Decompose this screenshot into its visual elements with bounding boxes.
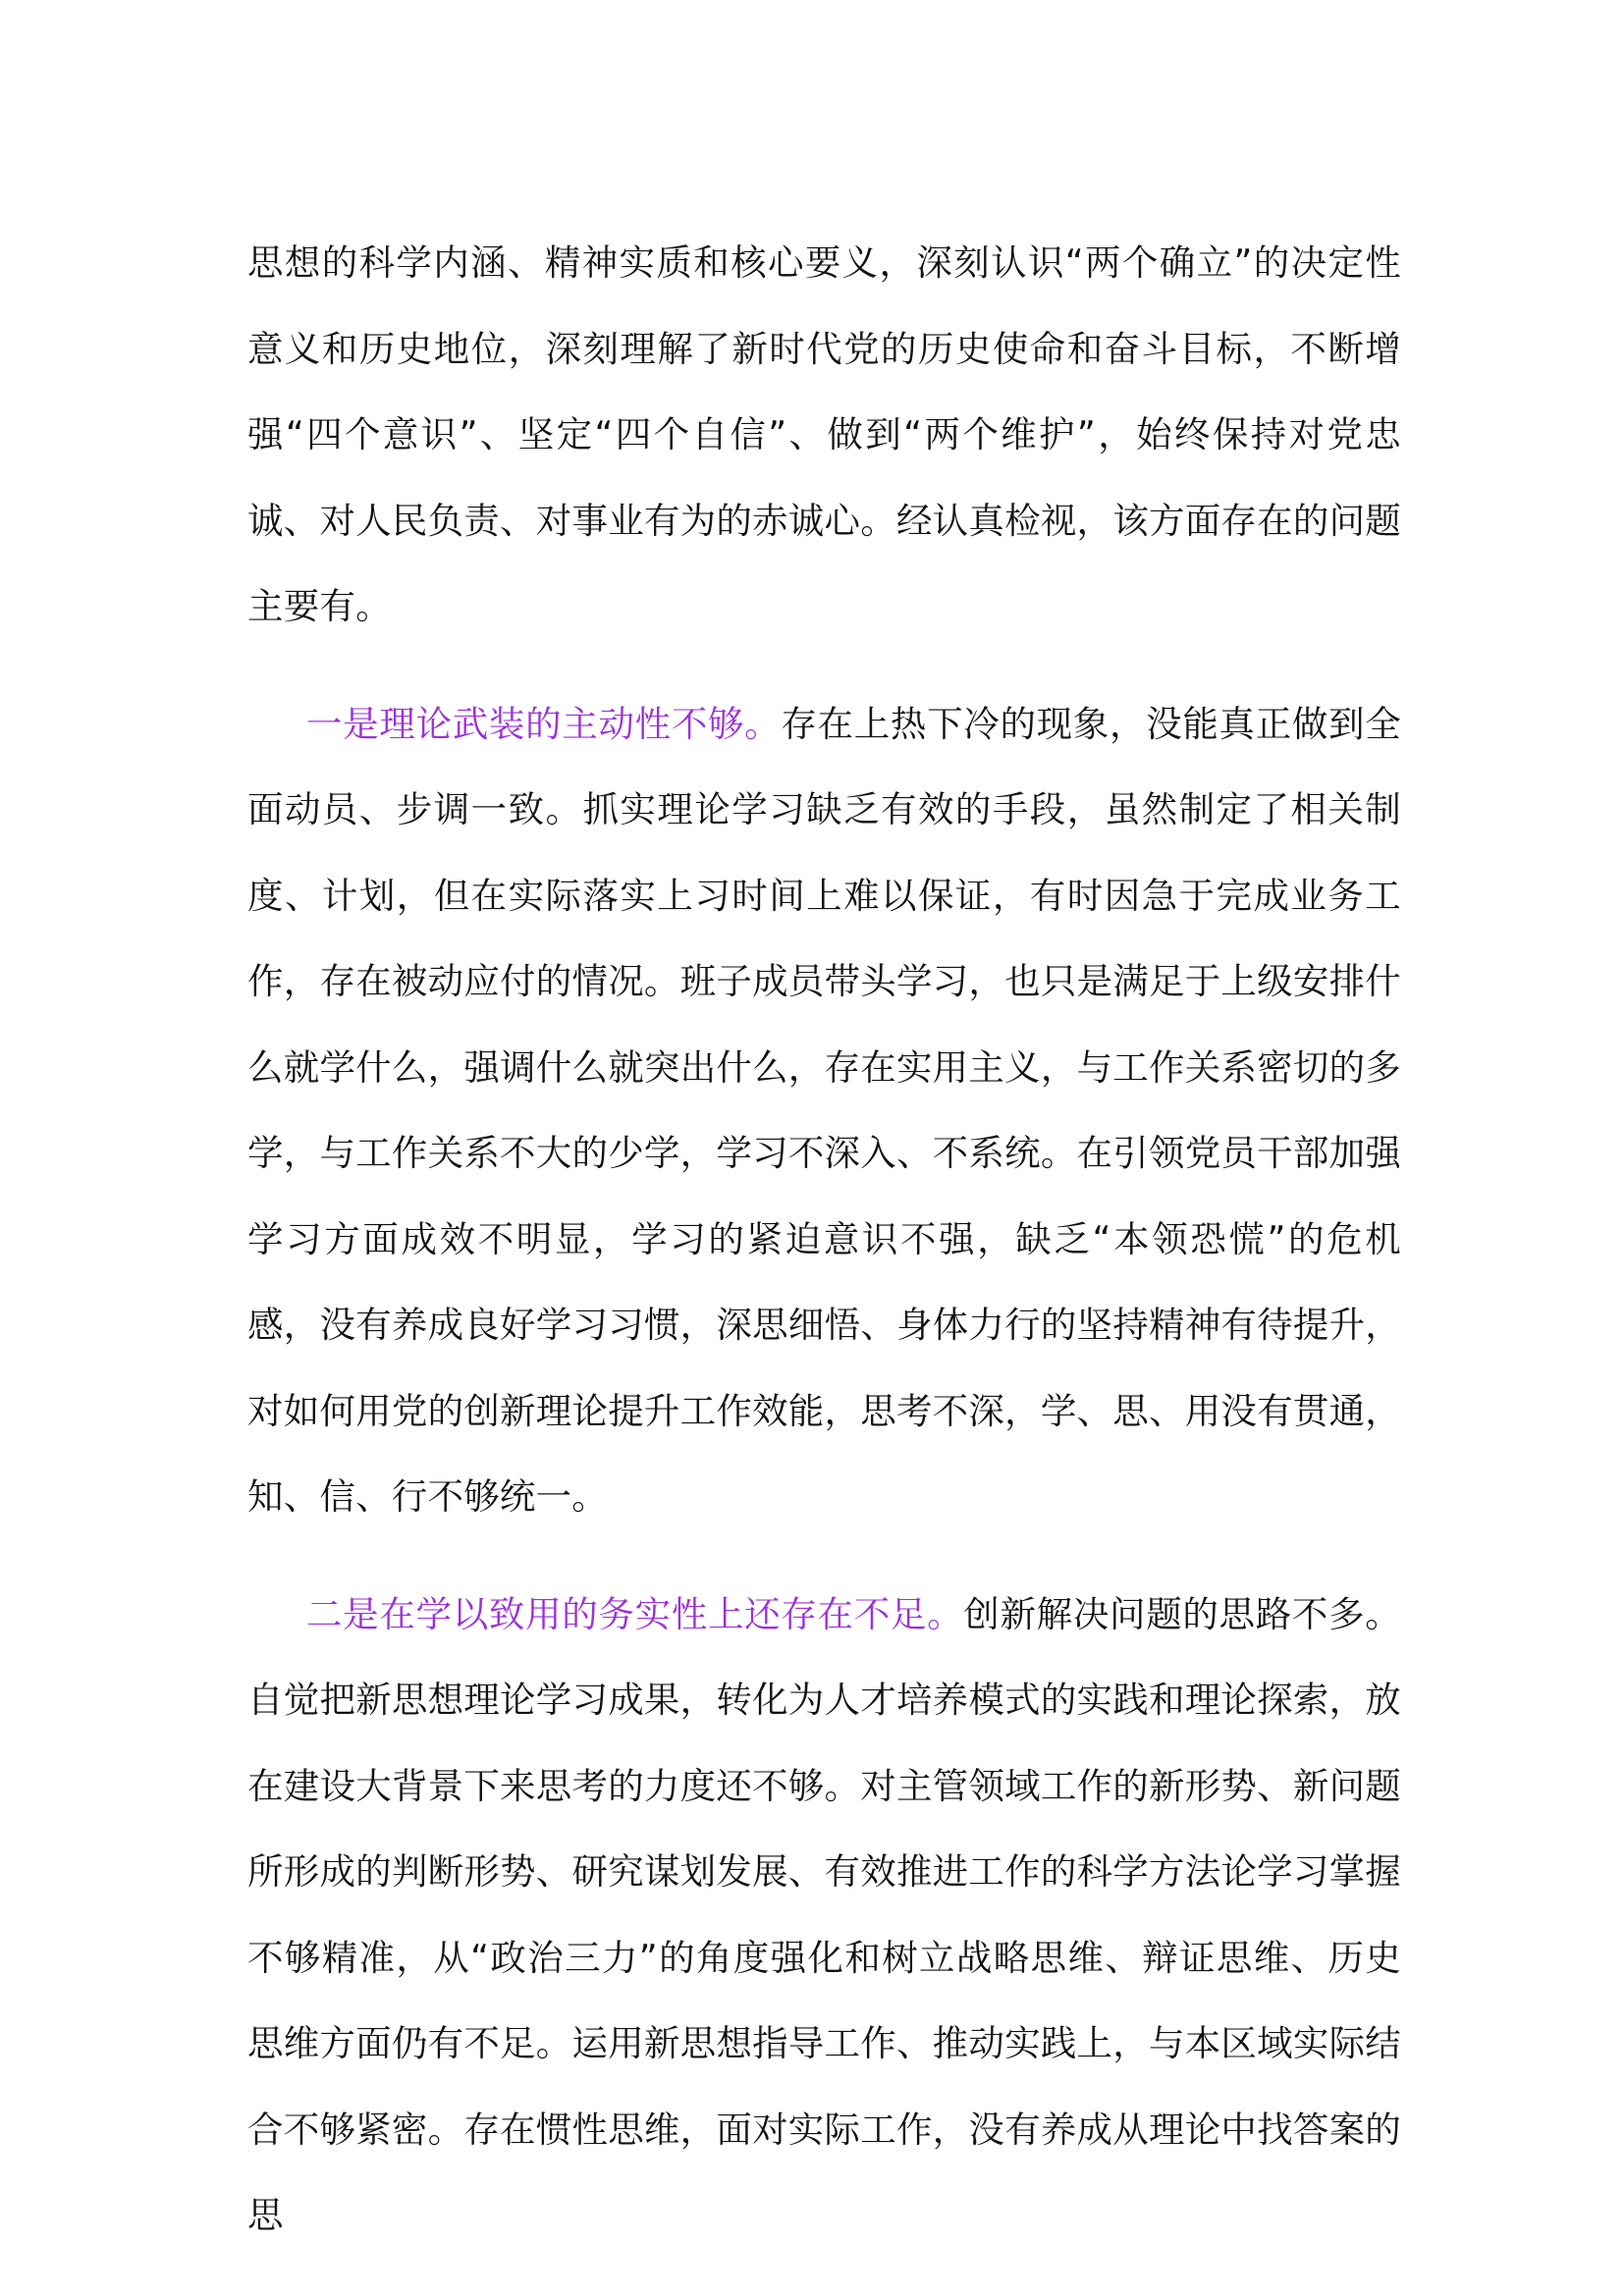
paragraph-point-two [247, 1572, 1401, 2259]
point-one-heading: 一是理论武装的主动性不够。 [306, 702, 782, 745]
point-one-text: 存在上热下冷的现象，没能真正做到全面动员、步调一致。抓实理论学习缺乏有效的手段，虽然制定了相关制度、计划，但在实际落实上习时间上难以保证，有时因急于完成业务工作，存在被动应付的情况。班子成员带头学习，也只是满足于上级安排什么就学什么，强调什么就突出什么，存在实用主义，与工作关系密切的多学，与工作关系不大的少学，学习不深入、不系统。在引领党员干部加强学习方面成效不明显，学习的紧迫意识不强，缺乏“本领恐慌”的危机感，没有养成良好学习习惯，深思细悟、身体力行的坚持精神有待提升，对如何用党的创新理论提升工作效能，思考不深，学、思、用没有贯通，知、信、行不够统一。 [247, 702, 1401, 1518]
paragraph-intro [247, 220, 1401, 650]
paragraph-intro-text: 思想的科学内涵、精神实质和核心要义，深刻认识“两个确立”的决定性意义和历史地位，深刻理解了新时代党的历史使命和奋斗目标，不断增强“四个意识”、坚定“四个自信”、做到“两个维护”，始终保持对党忠诚、对人民负责、对事业有为的赤诚心。经认真检视，该方面存在的问题主要有。 [247, 241, 1401, 627]
paragraph-point-one [247, 681, 1401, 1540]
document-page [247, 220, 1401, 2290]
point-two-heading: 二是在学以致用的务实性上还存在不足。 [306, 1592, 964, 1635]
point-two-text: 创新解决问题的思路不多。自觉把新思想理论学习成果，转化为人才培养模式的实践和理论探索，放在建设大背景下来思考的力度还不够。对主管领域工作的新形势、新问题所形成的判断形势、研究谋划发展、有效推进工作的科学方法论学习掌握不够精准，从“政治三力”的角度强化和树立战略思维、辩证思维、历史思维方面仍有不足。运用新思想指导工作、推动实践上，与本区域实际结合不够紧密。存在惯性思维，面对实际工作，没有养成从理论中找答案的思 [247, 1592, 1401, 2236]
